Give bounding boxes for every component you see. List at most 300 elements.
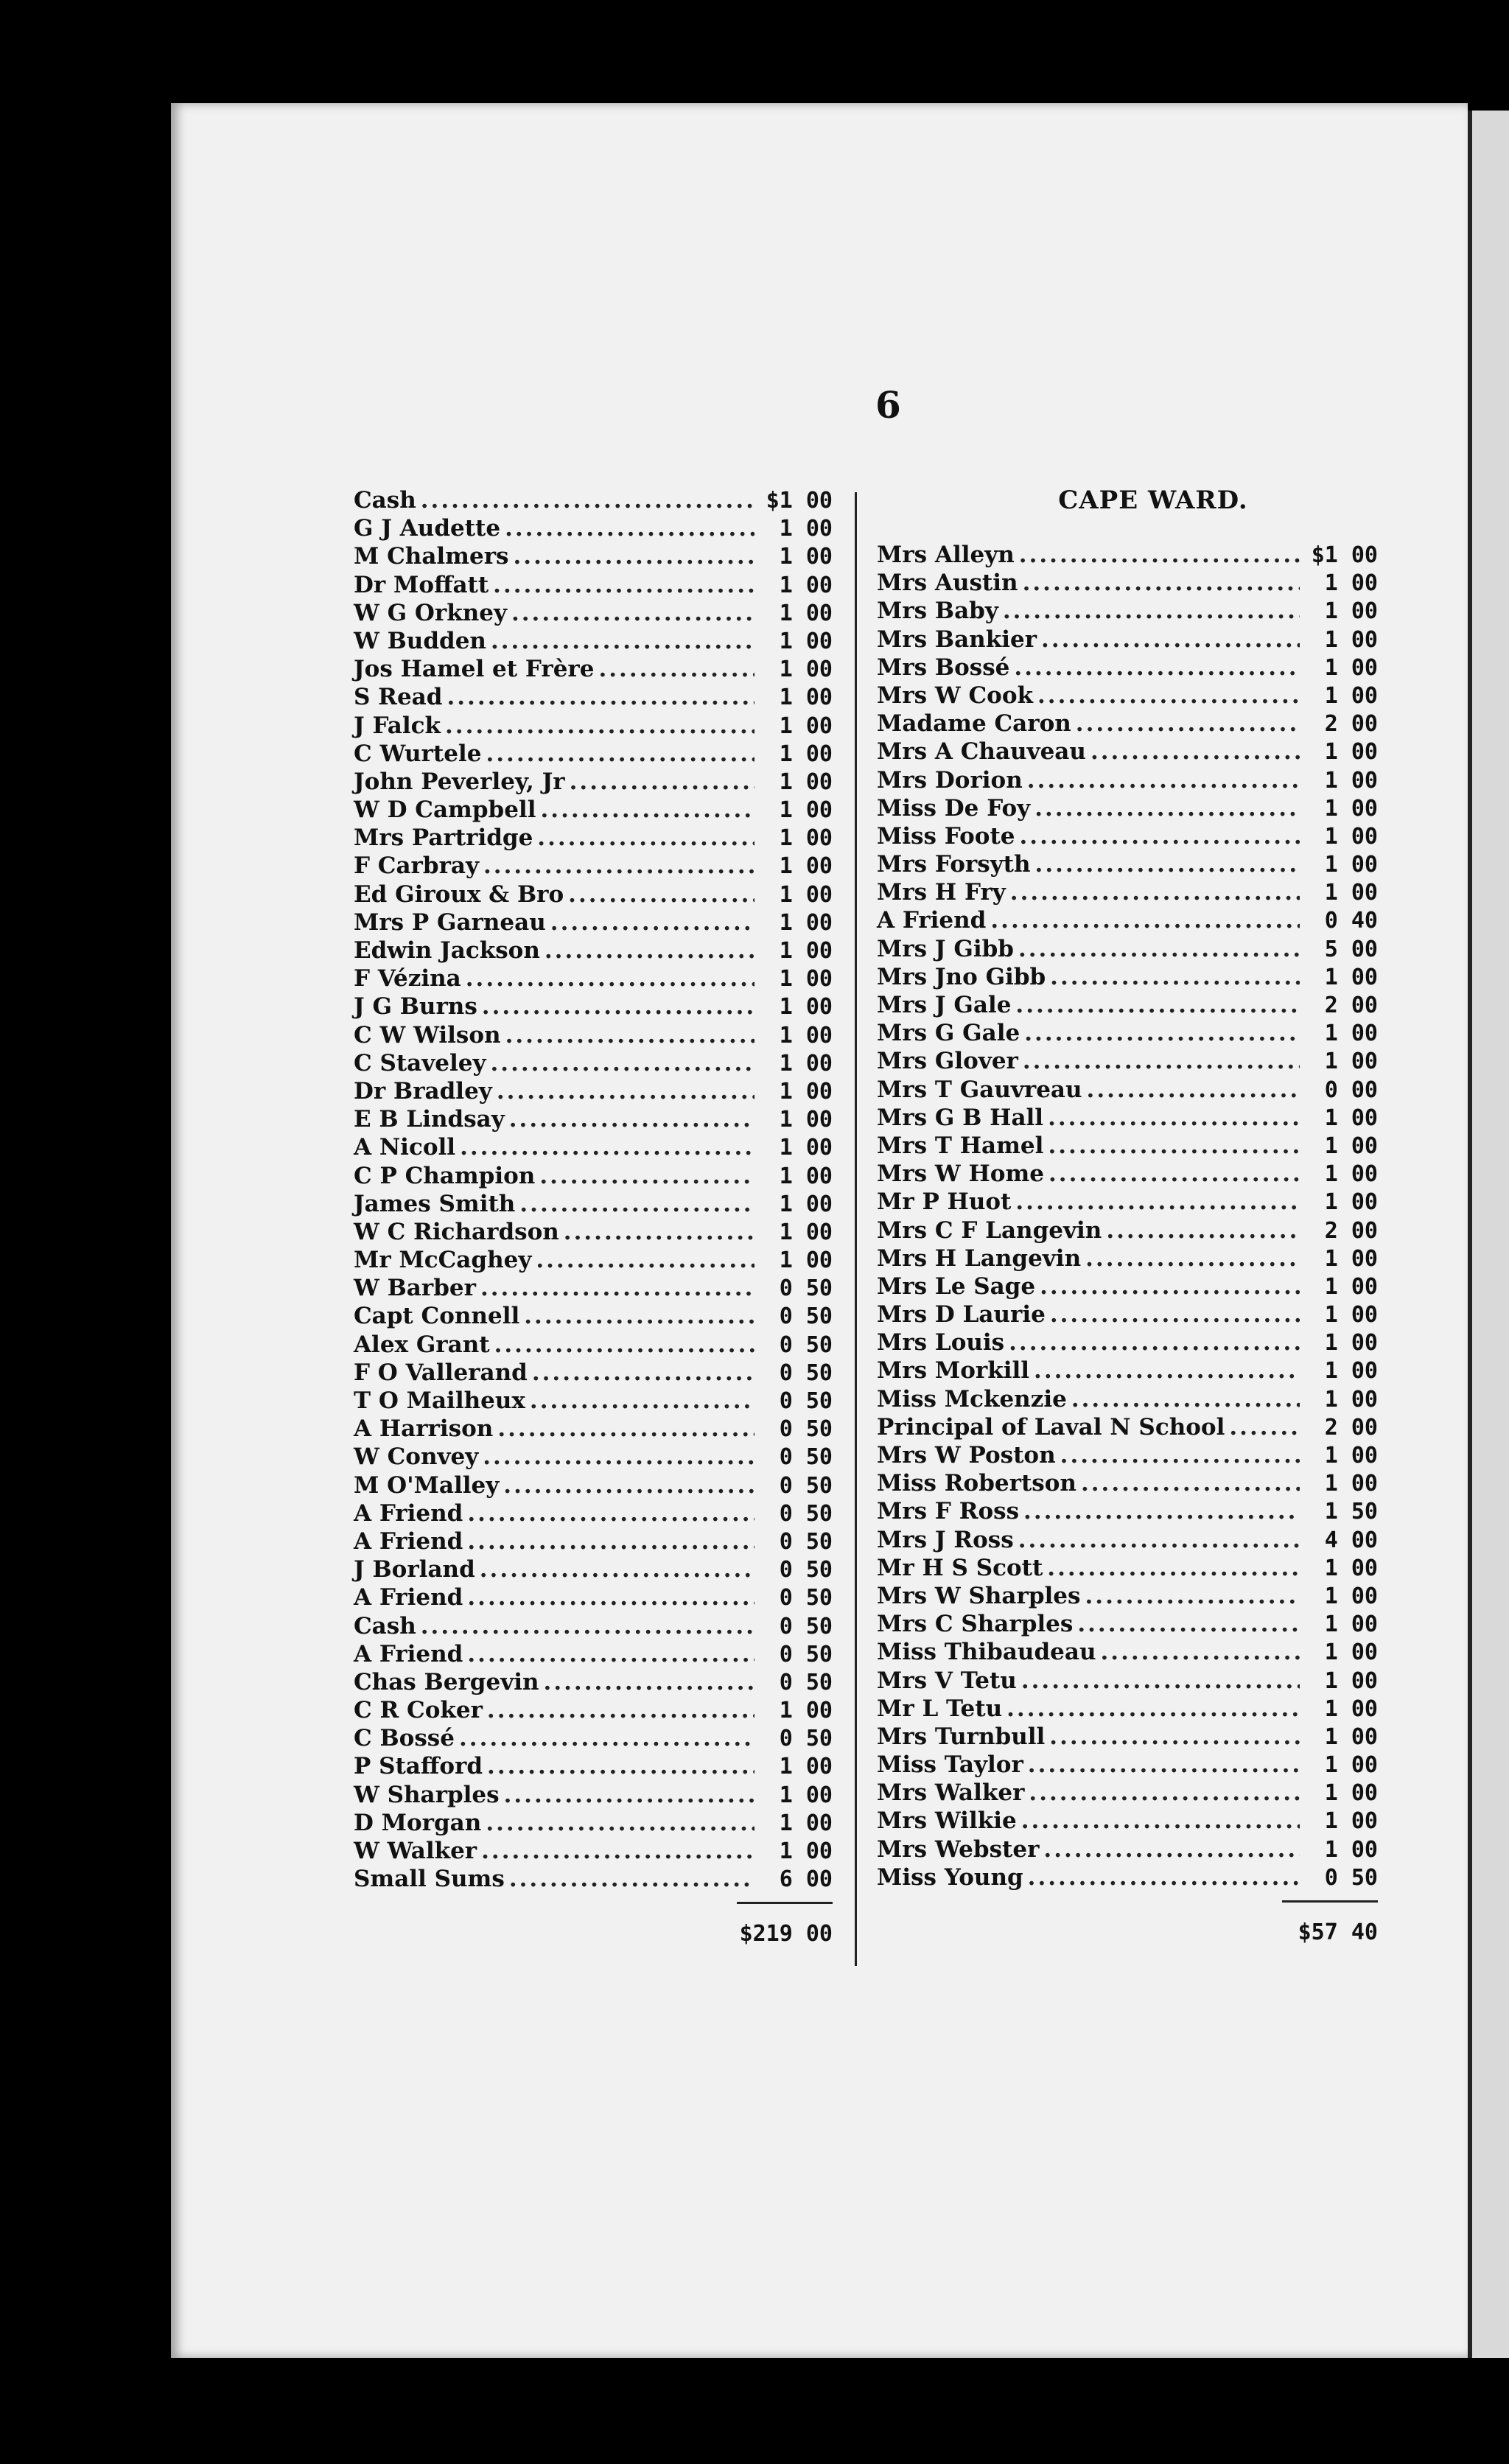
leader-dots bbox=[1077, 1610, 1300, 1638]
subscriber-name: Mrs H Langevin bbox=[877, 1245, 1082, 1272]
list-item bbox=[877, 1469, 1378, 1497]
list-item bbox=[354, 1302, 833, 1330]
list-item bbox=[877, 1751, 1378, 1779]
subscriber-name: Jos Hamel et Frère bbox=[354, 656, 595, 683]
subscriber-name: P Stafford bbox=[354, 1753, 483, 1780]
subscriber-name: Dr Moffatt bbox=[354, 571, 489, 598]
subscriber-name: Dr Bradley bbox=[354, 1077, 492, 1105]
subscription-amount: 0 50 bbox=[779, 1557, 833, 1583]
list-item bbox=[877, 1273, 1378, 1301]
leader-dots bbox=[503, 1471, 754, 1499]
subscription-amount: 0 50 bbox=[779, 1472, 833, 1499]
subscription-amount: 1 00 bbox=[1324, 1021, 1378, 1047]
subscription-amount: 1 00 bbox=[779, 1698, 833, 1724]
subscription-amount: 1 00 bbox=[779, 881, 833, 908]
list-item bbox=[354, 881, 833, 909]
leader-dots bbox=[564, 1218, 754, 1246]
leader-dots bbox=[1050, 1301, 1300, 1329]
subscriber-name: Mrs Alleyn bbox=[877, 542, 1015, 568]
subscription-amount: 1 00 bbox=[1324, 598, 1378, 625]
list-item bbox=[354, 514, 833, 542]
leader-dots bbox=[1041, 626, 1300, 654]
leader-dots bbox=[1090, 738, 1300, 766]
subscription-amount: 1 00 bbox=[1324, 795, 1378, 822]
leader-dots bbox=[480, 1555, 754, 1583]
list-item bbox=[354, 740, 833, 768]
list-item bbox=[354, 1471, 833, 1499]
subscription-amount: 0 00 bbox=[1324, 1077, 1378, 1103]
subscriber-name: Mrs D Laurie bbox=[877, 1301, 1046, 1329]
leader-dots bbox=[467, 1499, 754, 1527]
subscription-amount: 1 00 bbox=[1324, 1161, 1378, 1188]
list-item bbox=[877, 738, 1378, 766]
leader-dots bbox=[483, 1443, 754, 1471]
subscriber-name: Miss Mckenzie bbox=[877, 1385, 1067, 1413]
subscriber-name: Mrs Turnbull bbox=[877, 1723, 1046, 1750]
list-item bbox=[877, 935, 1378, 963]
leader-dots bbox=[1076, 710, 1300, 738]
leader-dots bbox=[1047, 1554, 1300, 1582]
list-item bbox=[877, 1357, 1378, 1385]
subscription-amount: 1 00 bbox=[779, 769, 833, 795]
subscriber-name: E B Lindsay bbox=[354, 1106, 505, 1133]
subscription-amount: 1 00 bbox=[1324, 1302, 1378, 1329]
subscription-amount: 1 00 bbox=[1324, 1667, 1378, 1694]
subscription-amount: 0 50 bbox=[779, 1359, 833, 1386]
subscription-amount: 1 00 bbox=[1324, 1330, 1378, 1357]
list-item bbox=[877, 1329, 1378, 1357]
subscriber-name: Chas Bergevin bbox=[354, 1668, 539, 1695]
leader-dots bbox=[1023, 1047, 1300, 1075]
subscription-amount: 1 00 bbox=[1324, 1723, 1378, 1750]
subscriber-name: Mrs Bossé bbox=[877, 654, 1010, 681]
leader-dots bbox=[421, 1612, 754, 1640]
left-subscription-list bbox=[354, 486, 833, 1949]
right-total-rule bbox=[1282, 1900, 1378, 1903]
subscription-amount: 2 00 bbox=[1324, 711, 1378, 738]
subscription-amount: 1 00 bbox=[779, 628, 833, 654]
leader-dots bbox=[1071, 1385, 1300, 1413]
leader-dots bbox=[511, 599, 754, 627]
leader-dots bbox=[570, 768, 754, 796]
subscriber-name: Principal of Laval N School bbox=[877, 1413, 1225, 1441]
list-item bbox=[877, 991, 1378, 1019]
subscription-amount: 1 00 bbox=[1324, 1752, 1378, 1779]
leader-dots bbox=[1043, 1835, 1300, 1863]
subscription-amount: 1 00 bbox=[779, 1163, 833, 1189]
subscription-amount: 1 00 bbox=[779, 1810, 833, 1836]
subscription-amount: 1 00 bbox=[1324, 1273, 1378, 1300]
list-item bbox=[354, 1724, 833, 1752]
list-item bbox=[877, 794, 1378, 822]
leader-dots bbox=[1050, 963, 1300, 991]
subscriber-name: Miss De Foy bbox=[877, 794, 1031, 822]
subscription-amount: 1 00 bbox=[779, 572, 833, 598]
subscriber-name: Mrs W Poston bbox=[877, 1442, 1056, 1469]
leader-dots bbox=[486, 740, 754, 768]
subscriber-name: Mrs W Home bbox=[877, 1161, 1044, 1188]
subscriber-name: Capt Connell bbox=[354, 1303, 520, 1330]
list-item bbox=[877, 1441, 1378, 1469]
subscription-amount: 1 00 bbox=[1324, 1611, 1378, 1638]
subscription-amount: 1 00 bbox=[1324, 1386, 1378, 1413]
leader-dots bbox=[497, 1415, 754, 1443]
subscriber-name: M O'Malley bbox=[354, 1471, 500, 1499]
list-item bbox=[877, 1667, 1378, 1695]
subscription-amount: 1 00 bbox=[779, 853, 833, 880]
subscription-amount: 1 00 bbox=[1324, 1049, 1378, 1075]
leader-dots bbox=[536, 1246, 754, 1274]
left-total-rule bbox=[737, 1902, 833, 1904]
leader-dots bbox=[1021, 1807, 1300, 1835]
list-item bbox=[354, 1218, 833, 1246]
subscription-amount: 1 00 bbox=[779, 657, 833, 683]
list-item bbox=[877, 1047, 1378, 1075]
leader-dots bbox=[1015, 1188, 1300, 1216]
subscriber-name: Mrs A Chauveau bbox=[877, 738, 1086, 766]
subscriber-name: C R Coker bbox=[354, 1697, 483, 1724]
list-item bbox=[354, 1246, 833, 1274]
subscriber-name: Miss Robertson bbox=[877, 1470, 1076, 1497]
subscriber-name: A Friend bbox=[354, 1584, 463, 1611]
subscriber-name: C P Champion bbox=[354, 1162, 536, 1189]
leader-dots bbox=[540, 796, 754, 824]
subscription-amount: 1 00 bbox=[1324, 1639, 1378, 1666]
subscription-amount: 1 00 bbox=[1324, 1695, 1378, 1722]
leader-dots bbox=[1019, 541, 1300, 569]
list-item bbox=[354, 1077, 833, 1105]
leader-dots bbox=[1020, 822, 1300, 850]
list-item bbox=[354, 627, 833, 655]
subscriber-name: Mrs Webster bbox=[877, 1835, 1040, 1863]
list-item bbox=[354, 852, 833, 880]
subscriber-name: A Friend bbox=[354, 1499, 463, 1527]
leader-dots bbox=[545, 937, 754, 965]
subscriber-name: Mrs J Gibb bbox=[877, 935, 1014, 962]
list-item bbox=[354, 1331, 833, 1359]
right-entries bbox=[877, 541, 1378, 1891]
leader-dots bbox=[491, 1049, 754, 1077]
leader-dots bbox=[482, 993, 754, 1021]
list-item bbox=[354, 1837, 833, 1865]
subscriber-name: Mrs C Sharples bbox=[877, 1611, 1074, 1638]
leader-dots bbox=[467, 1583, 754, 1611]
subscription-amount: 1 00 bbox=[779, 994, 833, 1021]
list-item bbox=[354, 1640, 833, 1668]
subscription-amount: 1 00 bbox=[779, 1838, 833, 1864]
leader-dots bbox=[519, 1190, 754, 1218]
list-item bbox=[354, 1809, 833, 1837]
subscription-amount: 0 50 bbox=[779, 1726, 833, 1752]
leader-dots bbox=[491, 627, 754, 655]
subscription-amount: 1 00 bbox=[779, 1135, 833, 1161]
subscription-amount: 1 00 bbox=[779, 713, 833, 739]
list-item bbox=[877, 1835, 1378, 1863]
left-total: $219 00 bbox=[739, 1921, 833, 1947]
list-item bbox=[877, 766, 1378, 794]
list-item bbox=[877, 1076, 1378, 1104]
subscriber-name: Miss Taylor bbox=[877, 1751, 1023, 1779]
list-item bbox=[877, 1301, 1378, 1329]
subscription-amount: 0 50 bbox=[779, 1331, 833, 1358]
leader-dots bbox=[1009, 1329, 1300, 1357]
leader-dots bbox=[494, 1331, 754, 1359]
list-item bbox=[877, 1160, 1378, 1188]
leader-dots bbox=[1029, 1779, 1300, 1807]
subscriber-name: Mrs Partridge bbox=[354, 825, 533, 852]
page-number: 6 bbox=[875, 383, 901, 427]
subscription-amount: 0 40 bbox=[1324, 908, 1378, 934]
subscriber-name: C Wurtele bbox=[354, 740, 482, 767]
leader-dots bbox=[1015, 991, 1300, 1019]
list-item bbox=[354, 712, 833, 740]
subscriber-name: Mrs J Ross bbox=[877, 1526, 1014, 1553]
subscriber-name: W Barber bbox=[354, 1275, 476, 1302]
leader-dots bbox=[990, 906, 1300, 934]
subscription-amount: 1 00 bbox=[1324, 823, 1378, 850]
list-item bbox=[877, 1132, 1378, 1160]
subscription-amount: 1 00 bbox=[779, 797, 833, 824]
list-item bbox=[877, 822, 1378, 850]
subscriber-name: A Friend bbox=[354, 1527, 463, 1555]
leader-dots bbox=[509, 1865, 754, 1893]
subscriber-name: Small Sums bbox=[354, 1866, 505, 1893]
leader-dots bbox=[514, 542, 755, 570]
list-item bbox=[877, 1019, 1378, 1047]
list-item bbox=[877, 1526, 1378, 1554]
subscription-amount: 1 00 bbox=[779, 1022, 833, 1049]
list-item bbox=[354, 909, 833, 937]
subscription-amount: 0 50 bbox=[1324, 1864, 1378, 1891]
list-item bbox=[354, 1781, 833, 1809]
leader-dots bbox=[505, 1021, 754, 1049]
subscriber-name: Miss Young bbox=[877, 1863, 1023, 1891]
leader-dots bbox=[1085, 1582, 1300, 1610]
subscription-amount: 0 50 bbox=[779, 1641, 833, 1667]
list-item bbox=[354, 1865, 833, 1893]
subscription-amount: 1 00 bbox=[1324, 1836, 1378, 1863]
subscription-amount: 1 00 bbox=[1324, 1189, 1378, 1216]
list-item bbox=[877, 1610, 1378, 1638]
subscriber-name: Mrs Baby bbox=[877, 598, 998, 625]
list-item bbox=[354, 1162, 833, 1190]
list-item bbox=[354, 824, 833, 852]
leader-dots bbox=[487, 1752, 754, 1780]
list-item bbox=[354, 1752, 833, 1780]
subscriber-name: Mr L Tetu bbox=[877, 1695, 1003, 1722]
list-item bbox=[877, 1554, 1378, 1582]
list-item bbox=[354, 1359, 833, 1387]
leader-dots bbox=[505, 514, 754, 542]
subscriber-name: Mrs Glover bbox=[877, 1048, 1018, 1075]
subscriber-name: Mrs J Gale bbox=[877, 992, 1012, 1018]
leader-dots bbox=[467, 1527, 754, 1555]
subscriber-name: C W Wilson bbox=[354, 1021, 501, 1049]
list-item bbox=[354, 1021, 833, 1049]
list-item bbox=[354, 1527, 833, 1555]
leader-dots bbox=[1035, 850, 1300, 878]
subscription-amount: 6 00 bbox=[779, 1866, 833, 1893]
list-item bbox=[877, 1779, 1378, 1807]
list-item bbox=[354, 1443, 833, 1471]
list-item bbox=[354, 1415, 833, 1443]
subscription-amount: 2 00 bbox=[1324, 993, 1378, 1018]
subscriber-name: C Bossé bbox=[354, 1725, 455, 1752]
subscription-amount: 0 50 bbox=[779, 1388, 833, 1414]
leader-dots bbox=[1028, 1751, 1300, 1779]
subscription-amount: 1 00 bbox=[779, 938, 833, 964]
subscription-amount: 1 00 bbox=[779, 909, 833, 936]
leader-dots bbox=[480, 1274, 754, 1302]
leader-dots bbox=[1040, 1273, 1300, 1301]
subscriber-name: Mrs G B Hall bbox=[877, 1104, 1044, 1131]
subscription-amount: 1 00 bbox=[779, 1219, 833, 1245]
subscriber-name: M Chalmers bbox=[354, 543, 509, 570]
subscriber-name: Miss Foote bbox=[877, 822, 1015, 850]
subscriber-name: Mrs Austin bbox=[877, 570, 1018, 597]
leader-dots bbox=[1006, 1695, 1300, 1723]
leader-dots bbox=[598, 655, 754, 683]
list-item bbox=[354, 1133, 833, 1161]
subscriber-name: C Staveley bbox=[354, 1049, 486, 1077]
subscriber-name: W Sharples bbox=[354, 1781, 500, 1808]
list-item bbox=[354, 768, 833, 796]
list-item bbox=[354, 486, 833, 514]
subscription-amount: 0 50 bbox=[779, 1500, 833, 1527]
leader-dots bbox=[460, 1133, 754, 1161]
subscriber-name: Mrs Louis bbox=[877, 1329, 1005, 1357]
leader-dots bbox=[1049, 1723, 1300, 1751]
leader-dots bbox=[467, 1640, 754, 1668]
list-item bbox=[877, 850, 1378, 878]
leader-dots bbox=[1023, 569, 1300, 597]
list-item bbox=[354, 1190, 833, 1218]
list-item bbox=[354, 571, 833, 599]
subscription-amount: 1 00 bbox=[1324, 1808, 1378, 1835]
subscriber-name: Mrs V Tetu bbox=[877, 1667, 1017, 1694]
list-item bbox=[354, 965, 833, 993]
subscriber-name: S Read bbox=[354, 684, 443, 711]
leader-dots bbox=[1021, 1667, 1300, 1695]
leader-dots bbox=[568, 881, 754, 909]
subscriber-name: Mrs H Fry bbox=[877, 879, 1006, 906]
leader-dots bbox=[493, 571, 754, 599]
list-item bbox=[354, 1555, 833, 1583]
subscriber-name: Mr P Huot bbox=[877, 1189, 1012, 1216]
leader-dots bbox=[1060, 1441, 1300, 1469]
list-item bbox=[354, 542, 833, 570]
leader-dots bbox=[1085, 1245, 1300, 1273]
subscriber-name: J G Burns bbox=[354, 993, 477, 1021]
subscriber-name: Mrs W Cook bbox=[877, 682, 1034, 709]
subscription-amount: 1 00 bbox=[1324, 654, 1378, 681]
leader-dots bbox=[544, 1668, 754, 1696]
subscriber-name: Mrs Walker bbox=[877, 1779, 1025, 1807]
subscription-amount: 1 00 bbox=[1324, 1583, 1378, 1609]
subscriber-name: W C Richardson bbox=[354, 1218, 559, 1245]
leader-dots bbox=[1048, 1132, 1300, 1160]
subscriber-name: A Harrison bbox=[354, 1415, 494, 1443]
subscriber-name: J Falck bbox=[354, 712, 441, 739]
subscriber-name: Mrs Le Sage bbox=[877, 1273, 1036, 1300]
leader-dots bbox=[497, 1077, 754, 1105]
subscription-amount: 0 50 bbox=[779, 1275, 833, 1302]
leader-dots bbox=[466, 965, 754, 993]
subscriber-name: Mrs Bankier bbox=[877, 626, 1037, 653]
subscriber-name: Mrs F Ross bbox=[877, 1498, 1020, 1525]
subscription-amount: 0 50 bbox=[779, 1585, 833, 1611]
list-item bbox=[877, 682, 1378, 710]
list-item bbox=[354, 1274, 833, 1302]
list-item bbox=[877, 1807, 1378, 1835]
leader-dots bbox=[1010, 878, 1300, 906]
subscriber-name: Madame Caron bbox=[877, 710, 1071, 738]
leader-dots bbox=[1101, 1638, 1300, 1666]
leader-dots bbox=[1037, 682, 1300, 710]
subscriber-name: Cash bbox=[354, 1612, 416, 1639]
leader-dots bbox=[487, 1696, 754, 1724]
subscriber-name: Edwin Jackson bbox=[354, 937, 540, 964]
subscription-amount: 0 50 bbox=[779, 1613, 833, 1639]
subscription-amount: 0 50 bbox=[779, 1444, 833, 1471]
list-item bbox=[877, 626, 1378, 654]
adjacent-page-edge bbox=[1468, 111, 1509, 2358]
leader-dots bbox=[539, 1162, 754, 1190]
leader-dots bbox=[447, 683, 754, 711]
subscription-amount: 1 00 bbox=[779, 1782, 833, 1808]
list-item bbox=[877, 1695, 1378, 1723]
list-item bbox=[877, 1582, 1378, 1610]
leader-dots bbox=[530, 1387, 754, 1415]
list-item bbox=[877, 1385, 1378, 1413]
subscriber-name: Mrs Jno Gibb bbox=[877, 963, 1046, 990]
left-entries bbox=[354, 486, 833, 1893]
subscription-amount: 1 00 bbox=[1324, 1133, 1378, 1159]
subscriber-name: Alex Grant bbox=[354, 1331, 490, 1358]
leader-dots bbox=[1024, 1019, 1300, 1047]
subscription-amount: 2 00 bbox=[1324, 1217, 1378, 1244]
subscriber-name: Mrs Morkill bbox=[877, 1357, 1030, 1385]
subscriber-name: D Morgan bbox=[354, 1809, 482, 1836]
subscription-amount: 1 00 bbox=[1324, 1105, 1378, 1131]
list-item bbox=[877, 1497, 1378, 1525]
leader-dots bbox=[1034, 1357, 1300, 1385]
list-item bbox=[877, 1104, 1378, 1132]
subscriber-name: Mrs T Gauvreau bbox=[877, 1076, 1082, 1103]
leader-dots bbox=[1027, 766, 1300, 794]
subscriber-name: F O Vallerand bbox=[354, 1359, 528, 1386]
subscription-amount: 1 00 bbox=[779, 1247, 833, 1274]
subscriber-name: Miss Thibaudeau bbox=[877, 1639, 1096, 1666]
list-item bbox=[877, 1245, 1378, 1273]
list-item bbox=[877, 1638, 1378, 1666]
leader-dots bbox=[532, 1359, 754, 1387]
subscription-amount: $1 00 bbox=[766, 488, 833, 514]
leader-dots bbox=[524, 1302, 754, 1330]
leader-dots bbox=[421, 486, 754, 514]
leader-dots bbox=[1087, 1076, 1300, 1104]
subscription-amount: 5 00 bbox=[1324, 936, 1378, 962]
leader-dots bbox=[459, 1724, 754, 1752]
subscriber-name: Mrs Forsyth bbox=[877, 851, 1031, 878]
subscription-amount: 1 00 bbox=[779, 1078, 833, 1105]
subscriber-name: W Convey bbox=[354, 1443, 479, 1471]
cape-ward-list bbox=[877, 486, 1378, 1947]
list-item bbox=[877, 654, 1378, 682]
leader-dots bbox=[537, 824, 754, 852]
subscription-amount: 1 00 bbox=[1324, 767, 1378, 794]
subscription-amount: 1 00 bbox=[779, 966, 833, 993]
